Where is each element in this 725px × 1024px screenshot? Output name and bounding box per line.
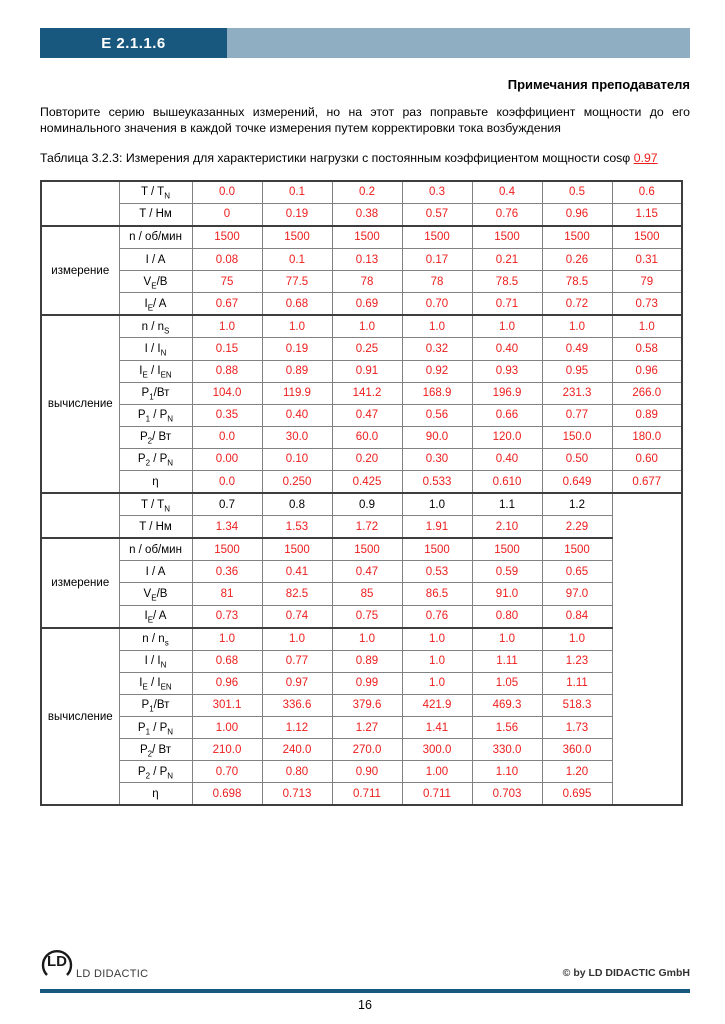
value-cell: 0.76 xyxy=(402,605,472,628)
value-cell: 0.47 xyxy=(332,404,402,426)
value-cell: 0.38 xyxy=(332,203,402,226)
value-cell: 1.0 xyxy=(542,628,612,651)
table-row xyxy=(41,739,682,761)
value-cell: 1500 xyxy=(192,538,262,561)
value-cell: 90.0 xyxy=(402,426,472,448)
value-cell: 1500 xyxy=(332,226,402,249)
value-cell: 1.72 xyxy=(332,516,402,539)
value-cell: 82.5 xyxy=(262,583,332,605)
value-cell: 1500 xyxy=(332,538,402,561)
param-label-cell: I / $I_N$ xyxy=(119,650,192,672)
table-row xyxy=(41,360,682,382)
page-title: Примечания преподавателя xyxy=(507,77,690,92)
param-label-cell: $I_E/$ A xyxy=(119,605,192,628)
value-cell: 1.0 xyxy=(332,628,402,651)
value-cell: 1500 xyxy=(472,226,542,249)
value-cell: 1.41 xyxy=(402,717,472,739)
value-cell: 1.73 xyxy=(542,717,612,739)
value-cell: 1.0 xyxy=(612,315,682,338)
value-cell: 119.9 xyxy=(262,382,332,404)
value-cell: 0.31 xyxy=(612,249,682,271)
value-cell: 0.66 xyxy=(472,404,542,426)
param-label-cell: n / об/мин xyxy=(119,538,192,561)
value-cell: 1500 xyxy=(472,538,542,561)
param-label-cell: $V_E/В$ xyxy=(119,583,192,605)
value-cell: 0.32 xyxy=(402,338,472,360)
value-cell: 0.08 xyxy=(192,249,262,271)
value-cell: 0.3 xyxy=(402,181,472,204)
value-cell: 0.65 xyxy=(542,561,612,583)
value-cell: 0.533 xyxy=(402,470,472,493)
param-label-cell: n / $n_s$ xyxy=(119,628,192,651)
value-cell: 0.425 xyxy=(332,470,402,493)
param-label-cell: $V_E/В$ xyxy=(119,271,192,293)
value-cell: 85 xyxy=(332,583,402,605)
value-cell: 0.0 xyxy=(192,470,262,493)
section-label-cell xyxy=(41,181,119,226)
header-light-segment xyxy=(227,28,690,58)
value-cell: 0.73 xyxy=(192,605,262,628)
table-row xyxy=(41,694,682,716)
value-cell: 1.11 xyxy=(472,650,542,672)
value-cell: 379.6 xyxy=(332,694,402,716)
value-cell: 0.96 xyxy=(542,203,612,226)
table-row xyxy=(41,650,682,672)
value-cell: 0.96 xyxy=(612,360,682,382)
value-cell: 0.50 xyxy=(542,448,612,470)
value-cell: 0.36 xyxy=(192,561,262,583)
value-cell: 0.6 xyxy=(612,181,682,204)
value-cell: 1500 xyxy=(402,226,472,249)
param-label-cell: I / A xyxy=(119,561,192,583)
brand-name: LD DIDACTIC xyxy=(76,968,149,980)
value-cell: 0.649 xyxy=(542,470,612,493)
section-label-cell: измерение xyxy=(41,226,119,315)
value-cell: 0.59 xyxy=(472,561,542,583)
value-cell: 77.5 xyxy=(262,271,332,293)
value-cell: 0.711 xyxy=(332,783,402,806)
value-cell: 0.91 xyxy=(332,360,402,382)
value-cell: 120.0 xyxy=(472,426,542,448)
table-row xyxy=(41,426,682,448)
table-row xyxy=(41,382,682,404)
value-cell: 300.0 xyxy=(402,739,472,761)
value-cell: 421.9 xyxy=(402,694,472,716)
table-row xyxy=(41,493,682,516)
copyright-text: © by LD DIDACTIC GmbH xyxy=(562,967,690,979)
svg-text:LD: LD xyxy=(47,953,67,970)
value-cell: 168.9 xyxy=(402,382,472,404)
value-cell: 0.5 xyxy=(542,181,612,204)
value-cell: 0.74 xyxy=(262,605,332,628)
section-label-cell: вычисление xyxy=(41,315,119,493)
value-cell: 0.67 xyxy=(192,293,262,316)
value-cell: 1500 xyxy=(402,538,472,561)
param-label-cell: T / $T_N$ xyxy=(119,181,192,204)
param-label-cell: $P_2 / P_N$ xyxy=(119,448,192,470)
value-cell: 330.0 xyxy=(472,739,542,761)
value-cell: 1.91 xyxy=(402,516,472,539)
value-cell: 60.0 xyxy=(332,426,402,448)
value-cell: 0.7 xyxy=(192,493,262,516)
empty-merged-cell xyxy=(612,493,682,805)
value-cell: 1.0 xyxy=(332,315,402,338)
measurement-table xyxy=(40,180,683,807)
value-cell: 1.1 xyxy=(472,493,542,516)
value-cell: 518.3 xyxy=(542,694,612,716)
section-label-cell xyxy=(41,493,119,538)
value-cell: 210.0 xyxy=(192,739,262,761)
value-cell: 0.84 xyxy=(542,605,612,628)
value-cell: 180.0 xyxy=(612,426,682,448)
value-cell: 0.68 xyxy=(262,293,332,316)
value-cell: 0.677 xyxy=(612,470,682,493)
param-label-cell: I / A xyxy=(119,249,192,271)
value-cell: 0.47 xyxy=(332,561,402,583)
value-cell: 1.00 xyxy=(192,717,262,739)
value-cell: 0.703 xyxy=(472,783,542,806)
value-cell: 1.11 xyxy=(542,672,612,694)
value-cell: 0.41 xyxy=(262,561,332,583)
value-cell: 1500 xyxy=(542,538,612,561)
value-cell: 1500 xyxy=(542,226,612,249)
param-label-cell: T / Нм xyxy=(119,203,192,226)
value-cell: 336.6 xyxy=(262,694,332,716)
table-row xyxy=(41,605,682,628)
value-cell: 30.0 xyxy=(262,426,332,448)
value-cell: 1.23 xyxy=(542,650,612,672)
measurement-table-body xyxy=(41,181,682,806)
value-cell: 0.76 xyxy=(472,203,542,226)
value-cell: 1.0 xyxy=(402,628,472,651)
value-cell: 0.69 xyxy=(332,293,402,316)
value-cell: 1.0 xyxy=(402,672,472,694)
value-cell: 1.0 xyxy=(472,628,542,651)
table-row xyxy=(41,293,682,316)
table-row xyxy=(41,717,682,739)
value-cell: 1500 xyxy=(262,538,332,561)
section-label-cell: вычисление xyxy=(41,628,119,806)
table-row xyxy=(41,271,682,293)
value-cell: 0.26 xyxy=(542,249,612,271)
value-cell: 0.40 xyxy=(262,404,332,426)
table-row xyxy=(41,538,682,561)
table-row xyxy=(41,338,682,360)
value-cell: 0.19 xyxy=(262,203,332,226)
footer-row xyxy=(40,940,690,983)
value-cell: 104.0 xyxy=(192,382,262,404)
value-cell: 2.29 xyxy=(542,516,612,539)
value-cell: 0.13 xyxy=(332,249,402,271)
page-number: 16 xyxy=(358,998,372,1012)
value-cell: 78 xyxy=(332,271,402,293)
param-label-cell: η xyxy=(119,470,192,493)
table-row xyxy=(41,226,682,249)
value-cell: 0.71 xyxy=(472,293,542,316)
value-cell: 0.15 xyxy=(192,338,262,360)
value-cell: 141.2 xyxy=(332,382,402,404)
value-cell: 1.0 xyxy=(402,650,472,672)
value-cell: 0.96 xyxy=(192,672,262,694)
table-row xyxy=(41,448,682,470)
value-cell: 270.0 xyxy=(332,739,402,761)
value-cell: 0.68 xyxy=(192,650,262,672)
value-cell: 1.00 xyxy=(402,761,472,783)
section-label-cell: измерение xyxy=(41,538,119,627)
value-cell: 1.0 xyxy=(402,315,472,338)
value-cell: 360.0 xyxy=(542,739,612,761)
table-row xyxy=(41,315,682,338)
value-cell: 1500 xyxy=(612,226,682,249)
value-cell: 0.698 xyxy=(192,783,262,806)
param-label-cell: $P_1 / P_N$ xyxy=(119,404,192,426)
value-cell: 0.88 xyxy=(192,360,262,382)
instruction-paragraph: Повторите серию вышеуказанных измерений, но на этот раз поправьте коэффициент мощности до его номинального значения в каждой точке измерения путем корректировки тока возбуждения xyxy=(40,105,690,135)
table-caption xyxy=(40,151,690,167)
value-cell: 78.5 xyxy=(472,271,542,293)
value-cell: 0.17 xyxy=(402,249,472,271)
table-row xyxy=(41,181,682,204)
param-label-cell: $P_1/Вт$ xyxy=(119,382,192,404)
value-cell: 0.89 xyxy=(262,360,332,382)
value-cell: 81 xyxy=(192,583,262,605)
header-bar xyxy=(40,28,690,58)
value-cell: 301.1 xyxy=(192,694,262,716)
value-cell: 0.0 xyxy=(192,181,262,204)
value-cell: 91.0 xyxy=(472,583,542,605)
value-cell: 0.4 xyxy=(472,181,542,204)
value-cell: 150.0 xyxy=(542,426,612,448)
value-cell: 196.9 xyxy=(472,382,542,404)
value-cell: 1.12 xyxy=(262,717,332,739)
value-cell: 0.35 xyxy=(192,404,262,426)
value-cell: 469.3 xyxy=(472,694,542,716)
table-row xyxy=(41,761,682,783)
value-cell: 0.711 xyxy=(402,783,472,806)
value-cell: 75 xyxy=(192,271,262,293)
value-cell: 0.10 xyxy=(262,448,332,470)
param-label-cell: n / об/мин xyxy=(119,226,192,249)
value-cell: 0.00 xyxy=(192,448,262,470)
value-cell: 0.89 xyxy=(332,650,402,672)
value-cell: 1.53 xyxy=(262,516,332,539)
cosphi-value: 0.97 xyxy=(633,151,658,166)
value-cell: 0.2 xyxy=(332,181,402,204)
value-cell: 0.70 xyxy=(192,761,262,783)
value-cell: 0.40 xyxy=(472,448,542,470)
footer-divider xyxy=(40,989,690,993)
param-label-cell: η xyxy=(119,783,192,806)
value-cell: 1.05 xyxy=(472,672,542,694)
value-cell: 0.93 xyxy=(472,360,542,382)
value-cell: 0.77 xyxy=(542,404,612,426)
param-label-cell: $I_E / I_{EN}$ xyxy=(119,672,192,694)
value-cell: 240.0 xyxy=(262,739,332,761)
value-cell: 0.97 xyxy=(262,672,332,694)
value-cell: 1.15 xyxy=(612,203,682,226)
value-cell: 266.0 xyxy=(612,382,682,404)
value-cell: 0.72 xyxy=(542,293,612,316)
value-cell: 0.8 xyxy=(262,493,332,516)
value-cell: 0.610 xyxy=(472,470,542,493)
param-label-cell: T / Нм xyxy=(119,516,192,539)
value-cell: 1.34 xyxy=(192,516,262,539)
param-label-cell: I / $I_N$ xyxy=(119,338,192,360)
value-cell: 78.5 xyxy=(542,271,612,293)
value-cell: 0.1 xyxy=(262,181,332,204)
table-row xyxy=(41,404,682,426)
value-cell: 0.20 xyxy=(332,448,402,470)
value-cell: 1500 xyxy=(262,226,332,249)
value-cell: 1.0 xyxy=(542,315,612,338)
value-cell: 0.1 xyxy=(262,249,332,271)
value-cell: 0.0 xyxy=(192,426,262,448)
brand-block xyxy=(40,940,148,983)
table-row xyxy=(41,583,682,605)
value-cell: 0.80 xyxy=(262,761,332,783)
value-cell: 0.99 xyxy=(332,672,402,694)
param-label-cell: $I_E / I_{EN}$ xyxy=(119,360,192,382)
value-cell: 2.10 xyxy=(472,516,542,539)
table-row xyxy=(41,561,682,583)
value-cell: 0.695 xyxy=(542,783,612,806)
ld-didactic-logo-icon xyxy=(40,940,74,983)
value-cell: 97.0 xyxy=(542,583,612,605)
value-cell: 0.92 xyxy=(402,360,472,382)
value-cell: 0.60 xyxy=(612,448,682,470)
param-label-cell: $I_E/$ A xyxy=(119,293,192,316)
value-cell: 78 xyxy=(402,271,472,293)
value-cell: 0.77 xyxy=(262,650,332,672)
value-cell: 0.19 xyxy=(262,338,332,360)
value-cell: 0.95 xyxy=(542,360,612,382)
value-cell: 0.70 xyxy=(402,293,472,316)
value-cell: 1.0 xyxy=(262,315,332,338)
value-cell: 0.9 xyxy=(332,493,402,516)
param-label-cell: $P_2/$ Вт xyxy=(119,426,192,448)
value-cell: 0 xyxy=(192,203,262,226)
value-cell: 1.0 xyxy=(262,628,332,651)
table-row xyxy=(41,783,682,806)
param-label-cell: $P_1 / P_N$ xyxy=(119,717,192,739)
value-cell: 0.89 xyxy=(612,404,682,426)
value-cell: 0.90 xyxy=(332,761,402,783)
value-cell: 1.20 xyxy=(542,761,612,783)
value-cell: 0.80 xyxy=(472,605,542,628)
table-row xyxy=(41,470,682,493)
value-cell: 0.49 xyxy=(542,338,612,360)
table-row xyxy=(41,516,682,539)
table-caption-text: Таблица 3.2.3: Измерения для характеристики нагрузки с постоянным коэффициентом мощности cosφ xyxy=(40,151,631,166)
table-row xyxy=(41,628,682,651)
document-code: E 2.1.1.6 xyxy=(101,34,166,52)
value-cell: 0.40 xyxy=(472,338,542,360)
param-label-cell: T / $T_N$ xyxy=(119,493,192,516)
value-cell: 86.5 xyxy=(402,583,472,605)
param-label-cell: n / $n_S$ xyxy=(119,315,192,338)
value-cell: 0.75 xyxy=(332,605,402,628)
value-cell: 1.27 xyxy=(332,717,402,739)
value-cell: 0.57 xyxy=(402,203,472,226)
value-cell: 1.0 xyxy=(402,493,472,516)
value-cell: 0.21 xyxy=(472,249,542,271)
value-cell: 1.10 xyxy=(472,761,542,783)
value-cell: 1.0 xyxy=(472,315,542,338)
header-code-segment xyxy=(40,28,227,58)
value-cell: 1.0 xyxy=(192,315,262,338)
value-cell: 0.713 xyxy=(262,783,332,806)
value-cell: 0.30 xyxy=(402,448,472,470)
content-area xyxy=(40,0,690,806)
value-cell: 1.56 xyxy=(472,717,542,739)
value-cell: 0.56 xyxy=(402,404,472,426)
value-cell: 231.3 xyxy=(542,382,612,404)
value-cell: 1.0 xyxy=(192,628,262,651)
value-cell: 79 xyxy=(612,271,682,293)
value-cell: 0.58 xyxy=(612,338,682,360)
value-cell: 0.25 xyxy=(332,338,402,360)
value-cell: 1500 xyxy=(192,226,262,249)
param-label-cell: $P_2 / P_N$ xyxy=(119,761,192,783)
table-row xyxy=(41,249,682,271)
footer xyxy=(40,940,690,1012)
value-cell: 0.53 xyxy=(402,561,472,583)
param-label-cell: $P_1/Вт$ xyxy=(119,694,192,716)
value-cell: 0.73 xyxy=(612,293,682,316)
table-row xyxy=(41,672,682,694)
param-label-cell: $P_2/$ Вт xyxy=(119,739,192,761)
value-cell: 1.2 xyxy=(542,493,612,516)
value-cell: 0.250 xyxy=(262,470,332,493)
table-row xyxy=(41,203,682,226)
